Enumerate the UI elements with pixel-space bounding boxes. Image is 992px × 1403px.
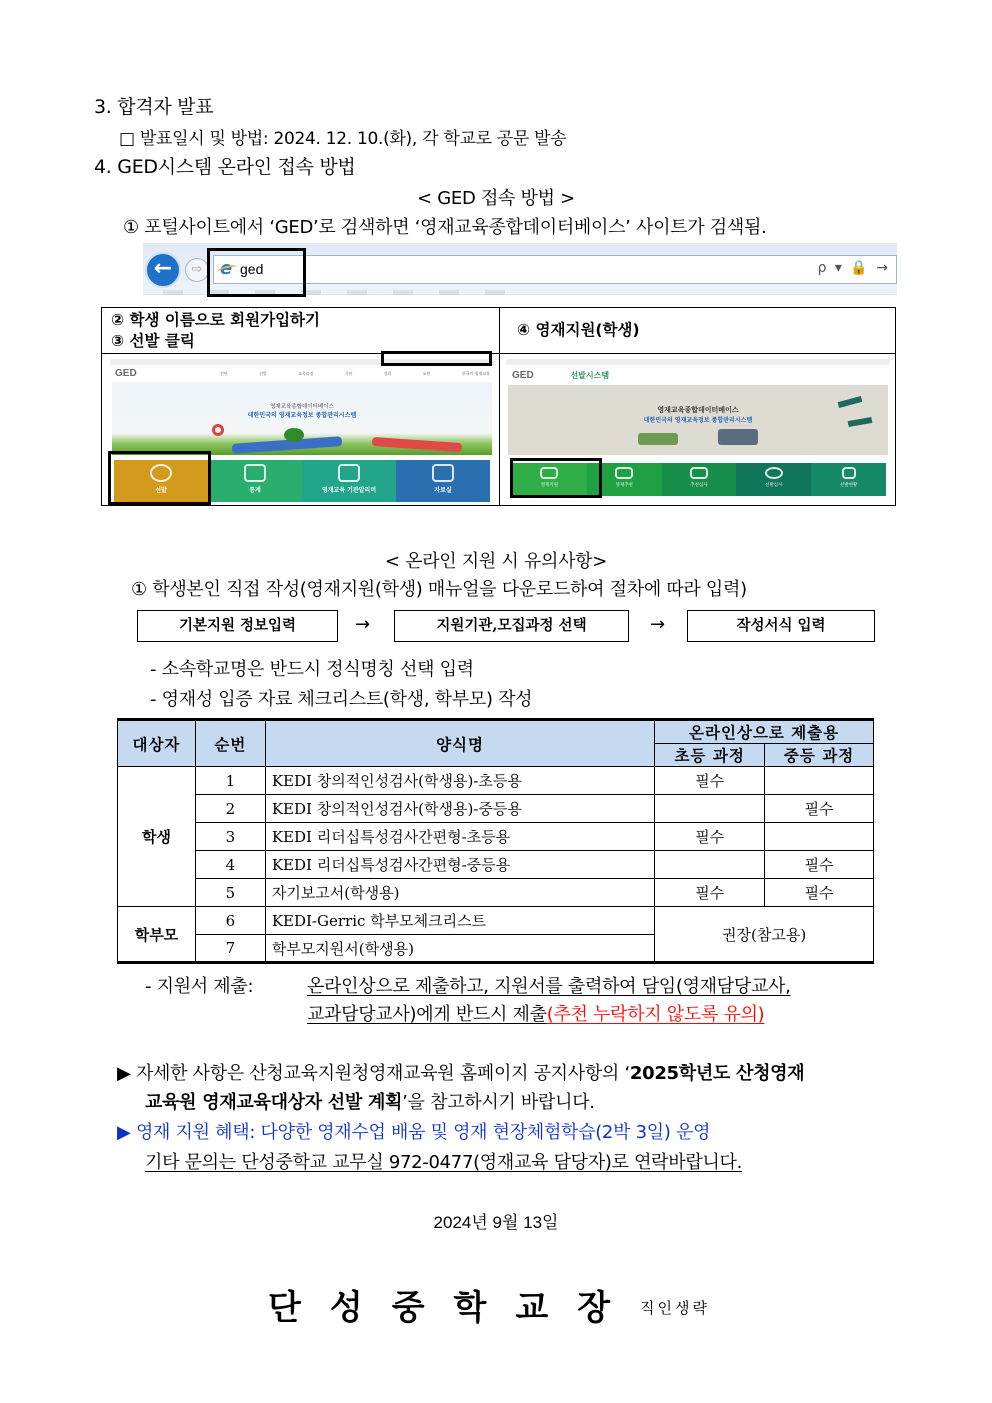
row-no: 3	[195, 823, 265, 851]
back-arrow-icon[interactable]: ←	[145, 252, 181, 288]
logo-text: GED	[512, 370, 534, 381]
ie-logo-icon: e	[220, 258, 233, 279]
hero-banner	[508, 385, 888, 455]
online-step1: ① 학생본인 직접 작성(영재지원(학생) 매뉴얼을 다운로드하여 절차에 따라 입력)	[131, 579, 747, 600]
tree-icon	[284, 428, 304, 442]
banner-title: 영재교육종합데이터베이스	[270, 404, 334, 410]
site-nav	[220, 371, 490, 377]
caption-apply-student: ④ 영재지원(학생)	[517, 321, 640, 339]
row-no: 7	[195, 935, 265, 963]
ged-access-subtitle: < GED 접속 방법 >	[417, 188, 575, 209]
row-form: 학부모지원서(학생용)	[265, 935, 654, 963]
note-school-name: - 소속학교명은 반드시 정식명칭 선택 입력	[150, 659, 474, 680]
flow-step-basic-info: 기본지원 정보입력	[137, 610, 338, 642]
row-no: 2	[195, 795, 265, 823]
row-elem: 필수	[655, 879, 765, 907]
info-plan-title: 교육원 영재교육대상자 선발 계획	[145, 1092, 403, 1113]
row-elem: 필수	[655, 767, 765, 795]
row-no: 4	[195, 851, 265, 879]
school-illustration	[638, 433, 678, 445]
banner-subtitle: 대한민국의 영재교육정보 종합관리시스템	[247, 412, 357, 419]
people-icon	[765, 467, 783, 479]
laptop-illustration	[718, 429, 758, 445]
row-elem	[655, 795, 765, 823]
flow-step-select-course: 지원기관,모집과정 선택	[394, 610, 629, 642]
table-row	[118, 767, 874, 795]
tile-label: 선발현황	[839, 483, 858, 488]
nav-item[interactable]: 성과	[383, 371, 392, 376]
tile-statistics[interactable]	[208, 460, 302, 502]
online-notes-title: < 온라인 지원 시 유의사항>	[384, 551, 608, 572]
row-no: 5	[195, 879, 265, 907]
document-date: 2024년 9월 13일	[433, 1213, 559, 1232]
caption-select-click: ③ 선발 클릭	[111, 332, 195, 350]
flow-arrow-icon: →	[355, 614, 371, 635]
tile-recommend-review[interactable]	[662, 463, 737, 496]
screenshots-table	[101, 307, 896, 506]
group-student: 학생	[118, 767, 196, 907]
nav-item[interactable]: 선발	[258, 371, 267, 376]
info-text: ▶ 자세한 사항은 산청교육지원청영재교육원 홈페이지 공지사항의 ‘	[117, 1063, 630, 1084]
divider	[102, 353, 895, 354]
caption-signup: ② 학생 이름으로 회원가입하기	[111, 311, 320, 329]
submission-warning: (추천 누락하지 않도록 유의)	[546, 1004, 765, 1025]
header-online: 온라인상으로 제출용	[655, 720, 874, 744]
forms-table	[117, 718, 874, 964]
thumbs-up-icon	[690, 467, 708, 479]
info-plan-title: 2025학년도 산청영재	[629, 1063, 805, 1084]
row-form: KEDI 리더십특성검사간편형-초등용	[265, 823, 654, 851]
row-form: KEDI-Gerric 학부모체크리스트	[265, 907, 654, 935]
flow-step-forms: 작성서식 입력	[687, 610, 875, 642]
row-recommended: 권장(참고용)	[655, 907, 874, 963]
ged-step1: ① 포털사이트에서 ‘GED’로 검색하면 ‘영재교육종합데이터베이스’ 사이트가 검색됨.	[123, 217, 767, 238]
flow-arrow-icon: →	[650, 614, 666, 635]
ged-logo: GED	[115, 368, 137, 379]
book-search-icon	[432, 464, 454, 482]
clipboard-icon	[842, 467, 856, 479]
nav-item[interactable]: 진단	[220, 371, 228, 376]
search-lock-go-icons[interactable]: ρ ▾ 🔒 →	[817, 260, 890, 276]
announcement-date-bullet: □ 발표일시 및 방법: 2024. 12. 10.(화), 각 학교로 공문 발송	[119, 129, 567, 149]
table-row	[118, 879, 874, 907]
submission-line1: 온라인상으로 제출하고, 지원서를 출력하여 담임(영재담당교사,	[307, 976, 791, 997]
table-row	[118, 823, 874, 851]
row-form: KEDI 창의적인성검사(학생용)-초등용	[265, 767, 654, 795]
nav-item[interactable]: 교원	[422, 371, 431, 376]
row-mid: 필수	[765, 851, 874, 879]
row-form: 자기보고서(학생용)	[265, 879, 654, 907]
apply-tile-highlight-box	[510, 458, 602, 498]
row-form: KEDI 창의적인성검사(학생용)-중등용	[265, 795, 654, 823]
header-middle: 중등 과정	[765, 744, 874, 767]
tile-label: 선발심사	[765, 483, 783, 488]
info-bullet-benefits: ▶ 영재 지원 혜택: 다양한 영재수업 배움 및 영재 현장체험학습(2박 3일) 운영	[117, 1122, 711, 1143]
table-row	[118, 907, 874, 935]
chart-icon	[244, 464, 266, 482]
row-mid: 필수	[765, 795, 874, 823]
ged-logo	[512, 370, 609, 381]
tile-label: 통계	[249, 487, 261, 494]
section3-heading: 3. 합격자 발표	[94, 96, 214, 118]
submission-line2-text: 교과담당교사)에게 반드시 제출	[307, 1004, 547, 1025]
tile-label: 자료실	[434, 487, 452, 494]
header-elementary: 초등 과정	[655, 744, 765, 767]
tile-label: 영재교육 기관알리미	[321, 487, 377, 494]
nav-item[interactable]: 교육과정	[297, 371, 314, 376]
kid-illustration	[372, 437, 462, 452]
divider	[499, 308, 500, 505]
tile-archive[interactable]	[396, 460, 490, 502]
nav-item[interactable]: 기관	[344, 371, 353, 376]
map-icon	[338, 464, 360, 482]
note-checklist: - 영재성 입증 자료 체크리스트(학생, 학부모) 작성	[150, 689, 533, 710]
top-util-strip	[506, 359, 890, 365]
row-elem	[655, 851, 765, 879]
header-form: 양식명	[265, 720, 654, 767]
row-no: 1	[195, 767, 265, 795]
tile-label: 영재추천	[615, 483, 633, 488]
address-bar-value: ged	[240, 261, 264, 277]
tile-selection-status[interactable]	[811, 463, 886, 496]
banner-subtitle: 대한민국의 영재교육정보 종합관리시스템	[643, 417, 753, 424]
section4-heading: 4. GED시스템 온라인 접속 방법	[94, 156, 356, 178]
address-bar[interactable]	[213, 255, 897, 284]
signer-name: 단성중학교장	[268, 1288, 640, 1328]
submission-line2	[307, 1000, 764, 1026]
header-no: 순번	[195, 720, 265, 767]
hero-banner	[112, 382, 492, 455]
logo-suffix: 선발시스템	[570, 371, 610, 380]
banner-title: 영재교육종합데이터베이스	[657, 406, 739, 414]
row-elem: 필수	[655, 823, 765, 851]
info-bullet-1-cont	[145, 1088, 595, 1114]
group-parent: 학부모	[118, 907, 196, 963]
selection-tile-highlight-box	[108, 451, 211, 505]
row-no: 6	[195, 907, 265, 935]
nav-item[interactable]: 한국의 영재교육	[461, 371, 490, 376]
header-target: 대상자	[118, 720, 196, 767]
table-row	[118, 851, 874, 879]
tile-institution-alert[interactable]	[302, 460, 396, 502]
submission-label: - 지원서 제출:	[145, 976, 254, 997]
table-row	[118, 795, 874, 823]
row-mid	[765, 823, 874, 851]
tile-label: 추천심사	[690, 483, 708, 488]
forward-arrow-icon[interactable]: ⇨	[185, 258, 209, 282]
target-icon	[212, 424, 224, 436]
row-mid	[765, 767, 874, 795]
info-bullet-1	[117, 1059, 804, 1085]
pen-icon	[615, 467, 633, 479]
address-highlight-box	[207, 248, 306, 297]
tile-label: 영재지원	[540, 483, 559, 488]
seal-omitted: 직인생략	[640, 1299, 710, 1317]
login-links-highlight-box	[381, 351, 492, 366]
row-form: KEDI 리더십특성검사간편형-중등용	[265, 851, 654, 879]
info-text: ’을 참고하시기 바랍니다.	[402, 1092, 595, 1113]
row-mid: 필수	[765, 879, 874, 907]
tile-label: 선발	[155, 487, 167, 494]
info-contact: 기타 문의는 단성중학교 교무실 972-0477(영재교육 담당자)로 연락바랍니다.	[145, 1152, 743, 1173]
tile-selection-review[interactable]	[736, 463, 811, 496]
